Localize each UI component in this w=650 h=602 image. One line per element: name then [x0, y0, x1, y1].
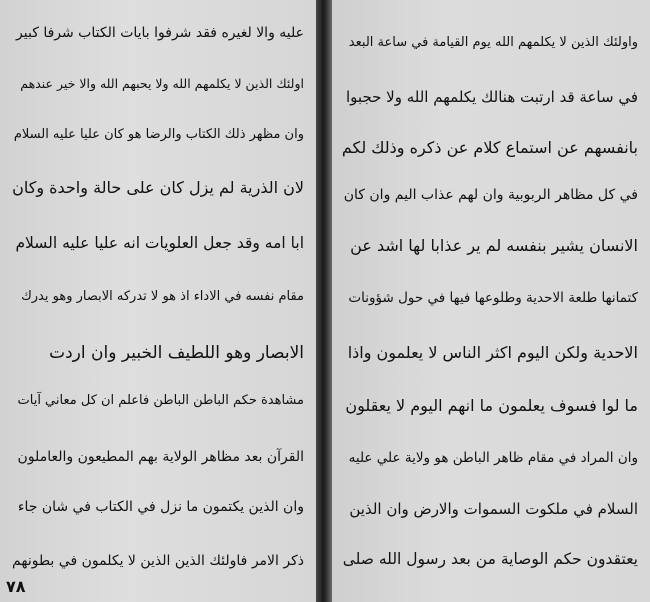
page-number: ٧٨ — [6, 577, 26, 596]
manuscript-line: السلام في ملكوت السموات والارض وان الذين — [349, 500, 638, 518]
manuscript-line: في كل مظاهر الربوبية وان لهم عذاب اليم وان كان — [343, 187, 638, 203]
manuscript-line: ما لوا فسوف يعلمون ما انهم اليوم لا يعقلون — [345, 396, 638, 415]
right-page — [332, 0, 650, 602]
manuscript-line: وان المراد في مقام ظاهر الباطن هو ولاية علي عليه — [348, 450, 638, 466]
manuscript-line: اولئك الذين لا يكلمهم الله ولا يحبهم الله والا خير عندهم — [20, 76, 304, 91]
manuscript-line: بانفسهم عن استماع كلام عن ذكره وذلك لكم — [341, 138, 638, 157]
manuscript-line: لان الذرية لم يزل كان على حالة واحدة وكان — [12, 178, 304, 197]
manuscript-line: في ساعة قد ارتبت هنالك يكلمهم الله ولا حجبوا — [346, 88, 638, 106]
manuscript-line: يعتقدون حكم الوصاية من بعد رسول الله صلى — [342, 550, 638, 568]
manuscript-line: عليه والا لغيره فقد شرفوا بايات الكتاب شرفا كبير — [16, 25, 304, 41]
manuscript-line: ابا امه وقد جعل العلويات انه عليا عليه السلام — [15, 234, 304, 252]
manuscript-line: مقام نفسه في الاداء اذ هو لا تدركه الابصار وهو يدرك — [21, 289, 304, 304]
left-page — [0, 0, 316, 602]
manuscript-line: الاحدية ولكن اليوم اكثر الناس لا يعلمون واذا — [347, 343, 638, 362]
manuscript-line: مشاهدة حكم الباطن الباطن فاعلم ان كل معاني آيات — [17, 393, 304, 408]
book-gutter — [316, 0, 332, 602]
manuscript-line: الانسان يشير بنفسه لم ير عذابا لها اشد عن — [350, 236, 638, 255]
manuscript-line: كتمانها طلعة الاحدية وطلوعها فيها في حول شؤونات — [348, 290, 638, 306]
manuscript-line: ذكر الامر فاولئك الذين الذين لا يكلمون في بطونهم — [12, 553, 304, 569]
manuscript-line: الابصار وهو اللطيف الخبير وان اردت — [49, 343, 304, 363]
manuscript-line: وان مظهر ذلك الكتاب والرضا هو كان عليا عليه السلام — [13, 127, 304, 142]
manuscript-line: واولئك الذين لا يكلمهم الله يوم القيامة في ساعة البعد — [348, 35, 638, 50]
manuscript-line: وان الذين يكتمون ما نزل في الكتاب في شان جاء — [17, 499, 304, 515]
manuscript-line: القرآن بعد مظاهر الولاية بهم المطيعون والعاملون — [17, 449, 304, 465]
